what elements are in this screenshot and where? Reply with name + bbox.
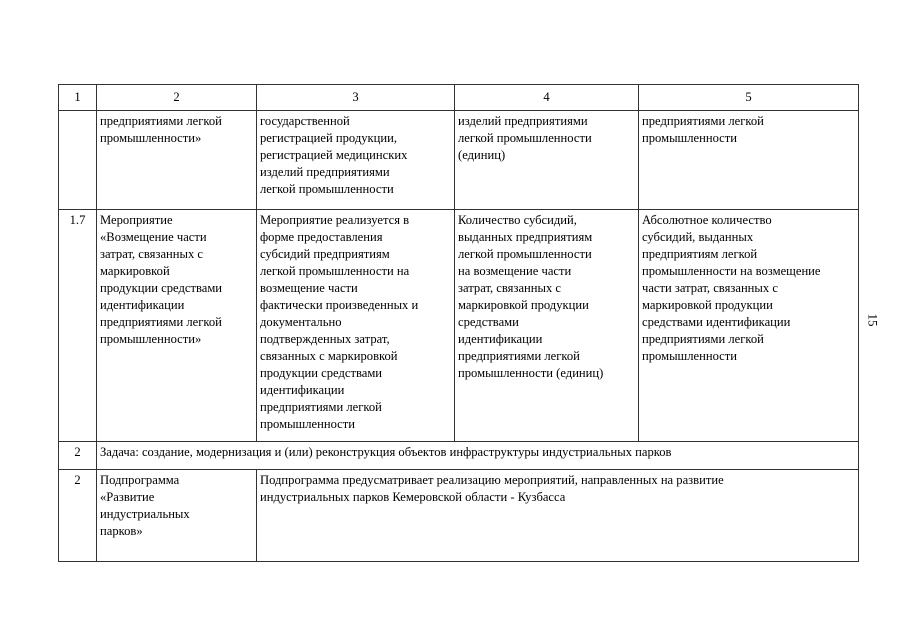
indicator-cell: изделий предприятиями легкой промышленности (единиц) xyxy=(455,111,639,210)
subprogram-description-cell: Подпрограмма предусматривает реализацию мероприятий, направленных на развитие индустриальных парков Кемеровской области - Кузбасса xyxy=(257,470,859,562)
description-cell: государственной регистрацией продукции, регистрацией медицинских изделий предприятиями легкой промышленности xyxy=(257,111,455,210)
program-table xyxy=(58,84,859,562)
header-cell-1: 1 xyxy=(59,85,97,111)
subprogram-row xyxy=(59,470,859,562)
table-row xyxy=(59,210,859,442)
row-number-cell: 2 xyxy=(59,442,97,470)
table-row xyxy=(59,111,859,210)
row-number-cell: 2 xyxy=(59,470,97,562)
description-cell: Мероприятие реализуется в форме предоставления субсидий предприятиям легкой промышленности на возмещение части фактически произведенных и документально подтвержденных затрат, связанных с маркировкой продукции средствами идентификации предприятиями легкой промышленности xyxy=(257,210,455,442)
header-cell-5: 5 xyxy=(639,85,859,111)
header-cell-3: 3 xyxy=(257,85,455,111)
name-cell: Мероприятие «Возмещение части затрат, связанных с маркировкой продукции средствами идентификации предприятиями легкой промышленности» xyxy=(97,210,257,442)
header-cell-2: 2 xyxy=(97,85,257,111)
name-cell: предприятиями легкой промышленности» xyxy=(97,111,257,210)
indicator-cell: Количество субсидий, выданных предприятиям легкой промышленности на возмещение части затрат, связанных с маркировкой продукции средствами идентификации предприятиями легкой промышленности (единиц) xyxy=(455,210,639,442)
page-number: 15 xyxy=(865,313,881,327)
method-cell: Абсолютное количество субсидий, выданных предприятиям легкой промышленности на возмещение части затрат, связанных с маркировкой продукции средствами идентификации предприятиями легкой промышленности xyxy=(639,210,859,442)
row-number-cell xyxy=(59,111,97,210)
method-cell: предприятиями легкой промышленности xyxy=(639,111,859,210)
task-text-cell: Задача: создание, модернизация и (или) реконструкция объектов инфраструктуры индустриальных парков xyxy=(97,442,859,470)
name-cell: Подпрограмма «Развитие индустриальных парков» xyxy=(97,470,257,562)
header-cell-4: 4 xyxy=(455,85,639,111)
table-header-row xyxy=(59,85,859,111)
task-row xyxy=(59,442,859,470)
row-number-cell: 1.7 xyxy=(59,210,97,442)
